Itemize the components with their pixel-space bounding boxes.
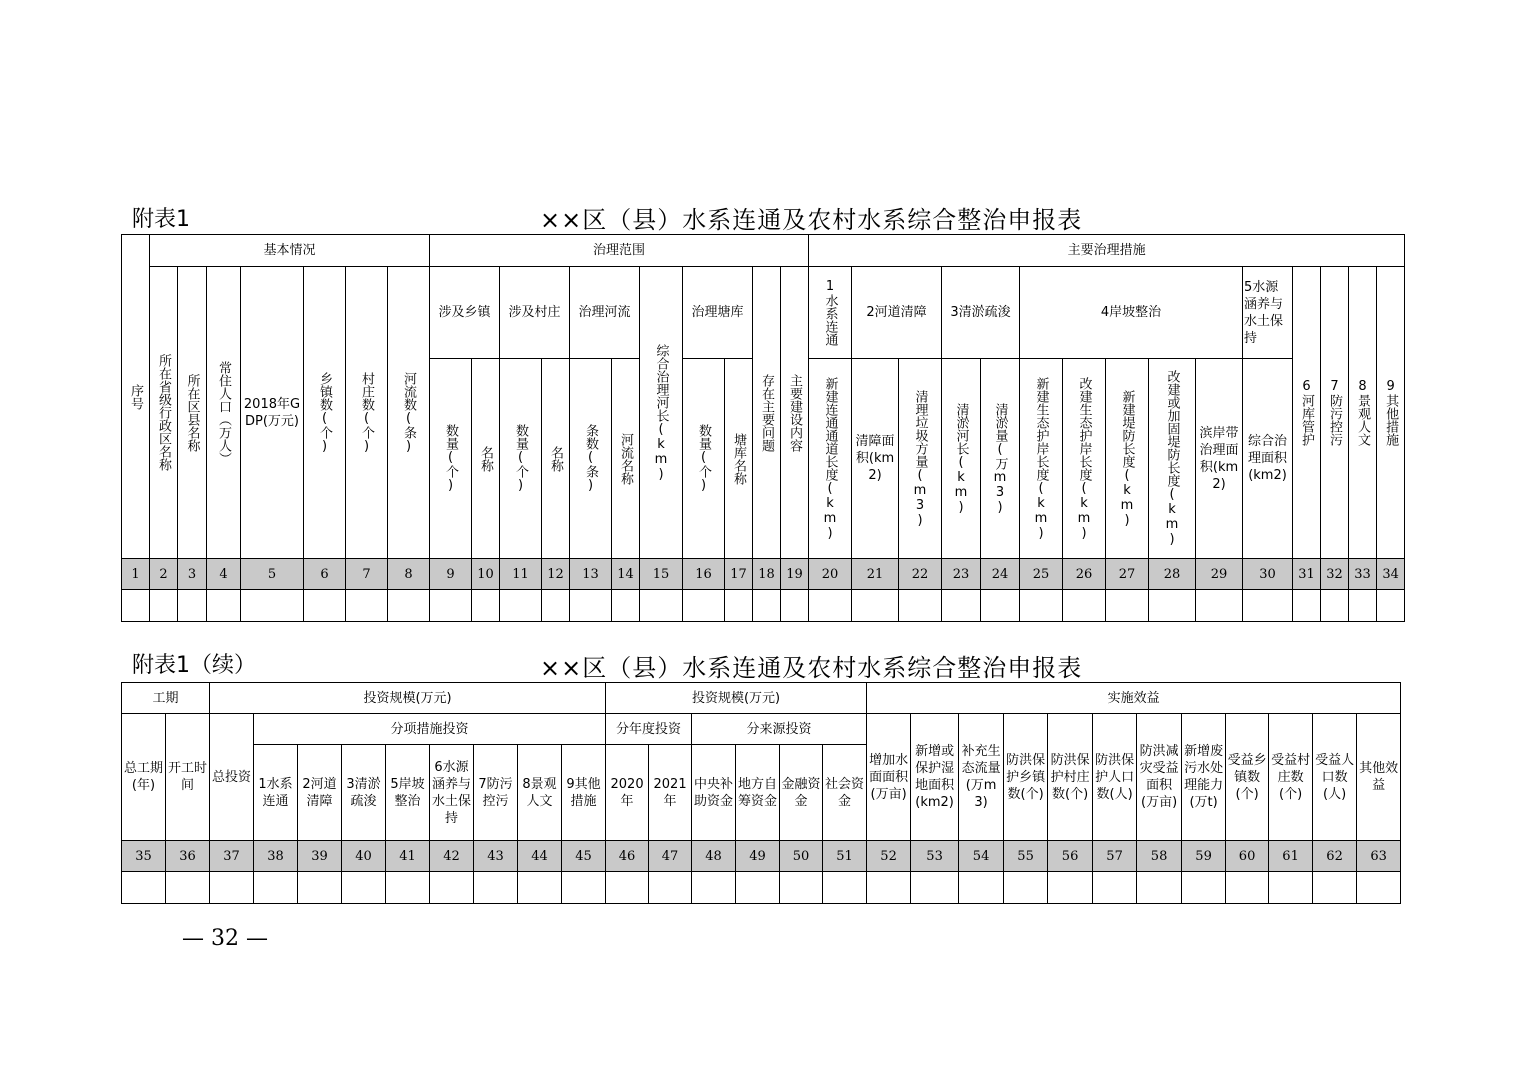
data-cell[interactable] [386, 872, 430, 904]
col-62: 受益人口数(人) [1313, 714, 1357, 841]
data-cell[interactable] [781, 590, 809, 622]
measure-6: 6河库管护 [1293, 267, 1321, 559]
column-number: 17 [725, 559, 753, 590]
column-number: 35 [122, 841, 166, 872]
measure-2: 2河道清障 [852, 267, 942, 359]
col-village-count: 村庄数(个) [346, 267, 388, 559]
data-cell[interactable] [780, 872, 823, 904]
column-number: 3 [178, 559, 207, 590]
data-cell[interactable] [1137, 872, 1182, 904]
data-cell[interactable] [852, 590, 899, 622]
column-number: 54 [959, 841, 1004, 872]
data-cell[interactable] [823, 872, 867, 904]
data-cell[interactable] [1196, 590, 1243, 622]
column-number: 51 [823, 841, 867, 872]
col-44: 8景观人文 [518, 745, 562, 841]
col-54: 补充生态流量(万m3) [959, 714, 1004, 841]
column-number: 60 [1226, 841, 1269, 872]
column-number: 10 [472, 559, 500, 590]
column-number: 30 [1243, 559, 1293, 590]
col-35: 总工期(年) [122, 714, 166, 841]
data-cell[interactable] [207, 590, 241, 622]
data-cell[interactable] [1020, 590, 1063, 622]
data-cell[interactable] [570, 590, 612, 622]
data-cell[interactable] [1243, 590, 1293, 622]
col-45: 9其他措施 [562, 745, 606, 841]
group-invest-2: 投资规模(万元) [606, 683, 867, 714]
data-cell[interactable] [346, 590, 388, 622]
column-number: 5 [241, 559, 304, 590]
data-cell[interactable] [1349, 590, 1377, 622]
col-21: 清障面积(km2) [852, 359, 899, 559]
col-pond-name: 塘库名称 [725, 359, 753, 559]
col-town-name: 名称 [472, 359, 500, 559]
column-number: 16 [683, 559, 725, 590]
data-cell[interactable] [692, 872, 736, 904]
col-23: 清淤河长(km) [942, 359, 981, 559]
column-number: 44 [518, 841, 562, 872]
sub-towns: 涉及乡镇 [430, 267, 500, 359]
data-cell[interactable] [388, 590, 430, 622]
column-number: 29 [1196, 559, 1243, 590]
data-cell[interactable] [606, 872, 649, 904]
measure-1: 1水系连通 [809, 267, 852, 359]
table1-label: 附表1 [132, 207, 190, 232]
col-63: 其他效益 [1357, 714, 1401, 841]
column-number: 50 [780, 841, 823, 872]
data-cell[interactable] [1321, 590, 1349, 622]
data-cell[interactable] [430, 872, 474, 904]
col-village-name: 名称 [542, 359, 570, 559]
data-cell[interactable] [241, 590, 304, 622]
group-period: 工期 [122, 683, 210, 714]
data-cell[interactable] [809, 590, 852, 622]
data-cell[interactable] [612, 590, 640, 622]
measure-5: 5水源涵养与水土保持 [1243, 267, 1293, 359]
column-number: 13 [570, 559, 612, 590]
data-cell[interactable] [1313, 872, 1357, 904]
column-number: 59 [1182, 841, 1226, 872]
col-59: 新增废污水处理能力(万t) [1182, 714, 1226, 841]
col-30: 综合治理面积(km2) [1243, 359, 1293, 559]
col-29: 滨岸带治理面积(km2) [1196, 359, 1243, 559]
column-number: 40 [342, 841, 386, 872]
data-cell[interactable] [562, 872, 606, 904]
data-cell[interactable] [500, 590, 542, 622]
col-36: 开工时间 [166, 714, 210, 841]
column-number: 52 [867, 841, 911, 872]
data-cell[interactable] [942, 590, 981, 622]
column-number: 63 [1357, 841, 1401, 872]
data-cell[interactable] [518, 872, 562, 904]
col-53: 新增或保护湿地面积(km2) [911, 714, 959, 841]
column-number: 18 [753, 559, 781, 590]
data-cell[interactable] [736, 872, 780, 904]
column-number: 15 [640, 559, 683, 590]
column-number: 23 [942, 559, 981, 590]
col-22: 清理垃圾方量(m3) [899, 359, 942, 559]
col-river-name: 河流名称 [612, 359, 640, 559]
col-27: 新建堤防长度(km) [1106, 359, 1149, 559]
column-number: 61 [1269, 841, 1313, 872]
column-number: 43 [474, 841, 518, 872]
col-39: 2河道清障 [298, 745, 342, 841]
data-cell[interactable] [1106, 590, 1149, 622]
table2-data-row [122, 872, 1401, 904]
col-47: 2021年 [649, 745, 692, 841]
table1 [121, 234, 1405, 622]
data-cell[interactable] [122, 872, 166, 904]
col-26: 改建生态护岸长度(km) [1063, 359, 1106, 559]
column-number: 62 [1313, 841, 1357, 872]
column-number: 34 [1377, 559, 1405, 590]
column-number: 12 [542, 559, 570, 590]
col-county: 所在区县名称 [178, 267, 207, 559]
group-invest-1: 投资规模(万元) [210, 683, 606, 714]
data-cell[interactable] [640, 590, 683, 622]
table2-label: 附表1（续） [132, 653, 256, 678]
column-number: 55 [1004, 841, 1048, 872]
data-cell[interactable] [649, 872, 692, 904]
data-cell[interactable] [304, 590, 346, 622]
col-town-qty: 数量(个) [430, 359, 472, 559]
column-number: 6 [304, 559, 346, 590]
table2 [121, 682, 1401, 904]
col-52: 增加水面面积(万亩) [867, 714, 911, 841]
col-58: 防洪减灾受益面积(万亩) [1137, 714, 1182, 841]
column-number: 32 [1321, 559, 1349, 590]
column-number: 56 [1048, 841, 1093, 872]
group-scope: 治理范围 [430, 235, 809, 267]
col-content: 主要建设内容 [781, 267, 809, 559]
col-24: 清淤量(万m3) [981, 359, 1020, 559]
col-gdp: 2018年GDP(万元) [241, 267, 304, 559]
table1-number-row [122, 559, 1405, 590]
sub-villages: 涉及村庄 [500, 267, 570, 359]
column-number: 48 [692, 841, 736, 872]
col-40: 3清淤疏浚 [342, 745, 386, 841]
col-57: 防洪保护人口数(人) [1093, 714, 1137, 841]
column-number: 22 [899, 559, 942, 590]
col-49: 地方自筹资金 [736, 745, 780, 841]
measure-7: 7防污控污 [1321, 267, 1349, 559]
column-number: 57 [1093, 841, 1137, 872]
table2-number-row [122, 841, 1401, 872]
data-cell[interactable] [150, 590, 178, 622]
column-number: 58 [1137, 841, 1182, 872]
col-42: 6水源涵养与水土保持 [430, 745, 474, 841]
column-number: 45 [562, 841, 606, 872]
table2-title: ××区（县）水系连通及农村水系综合整治申报表 [540, 654, 1083, 682]
col-river-count: 河流数(条) [388, 267, 430, 559]
data-cell[interactable] [430, 590, 472, 622]
column-number: 7 [346, 559, 388, 590]
col-20: 新建连通通道长度(km) [809, 359, 852, 559]
data-cell[interactable] [1377, 590, 1405, 622]
column-number: 26 [1063, 559, 1106, 590]
col-seq: 序号 [122, 235, 150, 559]
col-river-qty: 条数(条) [570, 359, 612, 559]
col-48: 中央补助资金 [692, 745, 736, 841]
column-number: 25 [1020, 559, 1063, 590]
col-38: 1水系连通 [254, 745, 298, 841]
sub-source: 分来源投资 [692, 714, 867, 745]
col-43: 7防污控污 [474, 745, 518, 841]
table1-data-row [122, 590, 1405, 622]
col-population: 常住人口（万人） [207, 267, 241, 559]
column-number: 19 [781, 559, 809, 590]
col-41: 5岸坡整治 [386, 745, 430, 841]
col-province: 所在省级行政区名称 [150, 267, 178, 559]
data-cell[interactable] [1293, 590, 1321, 622]
data-cell[interactable] [1357, 872, 1401, 904]
sub-ponds: 治理塘库 [683, 267, 753, 359]
data-cell[interactable] [342, 872, 386, 904]
data-cell[interactable] [254, 872, 298, 904]
col-61: 受益村庄数(个) [1269, 714, 1313, 841]
col-pond-qty: 数量(个) [683, 359, 725, 559]
column-number: 27 [1106, 559, 1149, 590]
col-total-length: 综合治理河长(km) [640, 267, 683, 559]
data-cell[interactable] [210, 872, 254, 904]
data-cell[interactable] [1048, 872, 1093, 904]
column-number: 38 [254, 841, 298, 872]
data-cell[interactable] [1149, 590, 1196, 622]
data-cell[interactable] [725, 590, 753, 622]
data-cell[interactable] [166, 872, 210, 904]
data-cell[interactable] [981, 590, 1020, 622]
sub-yearly: 分年度投资 [606, 714, 692, 745]
data-cell[interactable] [1182, 872, 1226, 904]
data-cell[interactable] [1093, 872, 1137, 904]
group-measures: 主要治理措施 [809, 235, 1405, 267]
data-cell[interactable] [911, 872, 959, 904]
column-number: 4 [207, 559, 241, 590]
column-number: 33 [1349, 559, 1377, 590]
column-number: 2 [150, 559, 178, 590]
column-number: 28 [1149, 559, 1196, 590]
group-benefit: 实施效益 [867, 683, 1401, 714]
column-number: 8 [388, 559, 430, 590]
data-cell[interactable] [474, 872, 518, 904]
column-number: 42 [430, 841, 474, 872]
col-51: 社会资金 [823, 745, 867, 841]
column-number: 49 [736, 841, 780, 872]
column-number: 11 [500, 559, 542, 590]
data-cell[interactable] [1269, 872, 1313, 904]
col-28: 改建或加固堤防长度(km) [1149, 359, 1196, 559]
column-number: 24 [981, 559, 1020, 590]
column-number: 39 [298, 841, 342, 872]
column-number: 14 [612, 559, 640, 590]
column-number: 1 [122, 559, 150, 590]
data-cell[interactable] [122, 590, 150, 622]
col-56: 防洪保护村庄数(个) [1048, 714, 1093, 841]
col-50: 金融资金 [780, 745, 823, 841]
column-number: 53 [911, 841, 959, 872]
column-number: 21 [852, 559, 899, 590]
col-problems: 存在主要问题 [753, 267, 781, 559]
group-basic: 基本情况 [150, 235, 430, 267]
sub-item-invest: 分项措施投资 [254, 714, 606, 745]
column-number: 20 [809, 559, 852, 590]
column-number: 9 [430, 559, 472, 590]
data-cell[interactable] [1004, 872, 1048, 904]
data-cell[interactable] [899, 590, 942, 622]
sub-rivers: 治理河流 [570, 267, 640, 359]
column-number: 37 [210, 841, 254, 872]
col-25: 新建生态护岸长度(km) [1020, 359, 1063, 559]
measure-3: 3清淤疏浚 [942, 267, 1020, 359]
page-number: — 32 — [182, 926, 268, 951]
col-village-qty: 数量(个) [500, 359, 542, 559]
data-cell[interactable] [298, 872, 342, 904]
column-number: 47 [649, 841, 692, 872]
col-46: 2020年 [606, 745, 649, 841]
column-number: 46 [606, 841, 649, 872]
col-55: 防洪保护乡镇数(个) [1004, 714, 1048, 841]
data-cell[interactable] [959, 872, 1004, 904]
measure-8: 8景观人文 [1349, 267, 1377, 559]
data-cell[interactable] [472, 590, 500, 622]
column-number: 31 [1293, 559, 1321, 590]
column-number: 41 [386, 841, 430, 872]
data-cell[interactable] [753, 590, 781, 622]
table1-title: ××区（县）水系连通及农村水系综合整治申报表 [540, 206, 1083, 234]
measure-9: 9其他措施 [1377, 267, 1405, 559]
measure-4: 4岸坡整治 [1020, 267, 1243, 359]
data-cell[interactable] [683, 590, 725, 622]
data-cell[interactable] [1226, 872, 1269, 904]
col-60: 受益乡镇数(个) [1226, 714, 1269, 841]
data-cell[interactable] [542, 590, 570, 622]
col-37: 总投资 [210, 714, 254, 841]
data-cell[interactable] [178, 590, 207, 622]
data-cell[interactable] [867, 872, 911, 904]
column-number: 36 [166, 841, 210, 872]
col-town-count: 乡镇数(个) [304, 267, 346, 559]
data-cell[interactable] [1063, 590, 1106, 622]
